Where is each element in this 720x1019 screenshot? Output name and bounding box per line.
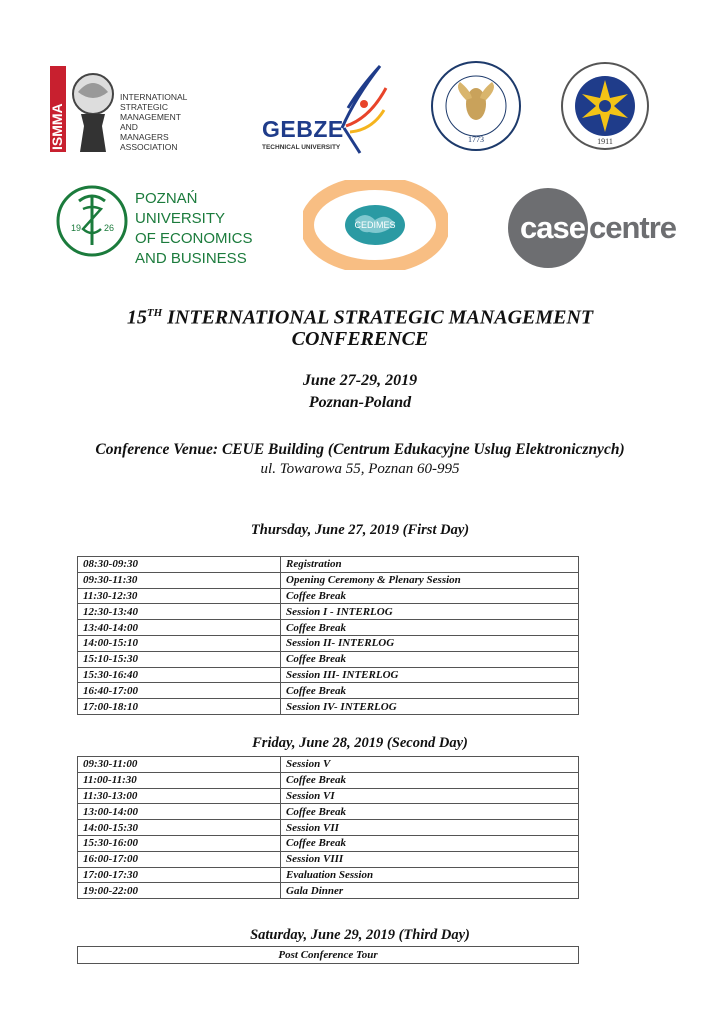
table-row [78,557,579,573]
time-cell: 09:30-11:30 [78,572,281,588]
day2-schedule-table [77,756,579,899]
event-cell: Session II- INTERLOG [281,635,579,651]
time-cell: 15:30-16:40 [78,667,281,683]
day1-schedule-table [77,556,579,715]
poznan-emblem [55,183,130,258]
casecentre-logo [508,188,677,268]
event-cell: Coffee Break [281,683,579,699]
poznan-logo [55,183,285,267]
casecentre-word-a: case [520,210,585,245]
table-row [78,635,579,651]
gebze-logo [260,58,395,156]
time-cell: 16:40-17:00 [78,683,281,699]
time-cell: 11:00-11:30 [78,772,281,788]
gebze-name: GEBZE [262,116,344,142]
time-cell: 11:30-12:30 [78,588,281,604]
time-cell: 12:30-13:40 [78,604,281,620]
ytu-logo [560,60,650,152]
table-row [78,757,579,773]
event-cell: Coffee Break [281,804,579,820]
table-row [78,788,579,804]
table-row [78,804,579,820]
time-cell: 09:30-11:00 [78,757,281,773]
event-cell: Session V [281,757,579,773]
event-cell: Coffee Break [281,651,579,667]
table-row [78,867,579,883]
event-cell: Session III- INTERLOG [281,667,579,683]
day2-heading: Friday, June 28, 2019 (Second Day) [252,735,468,751]
time-cell: 14:00-15:10 [78,635,281,651]
ismma-line-1: INTERNATIONAL [120,92,188,102]
table-row [78,588,579,604]
table-row [78,772,579,788]
table-row [78,620,579,636]
event-cell: Coffee Break [281,835,579,851]
day3-schedule-table [77,946,579,964]
event-cell: Registration [281,557,579,573]
svg-text:CEDIMES: CEDIMES [354,220,396,230]
event-cell: Coffee Break [281,772,579,788]
svg-text:1911: 1911 [597,137,613,146]
event-cell: Opening Ceremony & Plenary Session [281,572,579,588]
ismma-line-2: STRATEGIC [120,102,169,112]
svg-text:26: 26 [104,223,115,233]
table-row [78,820,579,836]
conference-dates: June 27-29, 2019 [302,372,418,389]
poznan-line-1: POZNAŃ UNIVERSITY [135,190,226,227]
casecentre-word-b: centre [588,210,677,245]
time-cell: 16:00-17:00 [78,851,281,867]
time-cell: 11:30-13:00 [78,788,281,804]
event-cell: Coffee Break [281,620,579,636]
day3-heading: Saturday, June 29, 2019 (Third Day) [250,927,470,943]
event-cell: Coffee Break [281,588,579,604]
conference-place: Poznan-Poland [308,394,412,411]
time-cell: 15:30-16:00 [78,835,281,851]
time-cell: 17:00-17:30 [78,867,281,883]
table-row [78,604,579,620]
ytu-seal [560,60,650,152]
ismma-logo [48,64,188,154]
svg-text:ISMMA: ISMMA [49,103,65,150]
itu-seal [430,60,522,152]
event-cell: Session IV- INTERLOG [281,699,579,715]
title-number: 15 [126,306,147,329]
table-row [78,835,579,851]
event-cell: Session VIII [281,851,579,867]
time-cell: 14:00-15:30 [78,820,281,836]
event-cell: Session VII [281,820,579,836]
time-cell: 15:10-15:30 [78,651,281,667]
poznan-line-3: AND BUSINESS [135,250,247,267]
table-row [78,651,579,667]
conference-title-line2: CONFERENCE [291,328,429,350]
day1-heading: Thursday, June 27, 2019 (First Day) [250,522,470,538]
event-cell: Session VI [281,788,579,804]
svg-text:1773: 1773 [468,135,484,144]
day3-item: Post Conference Tour [78,947,579,964]
time-cell: 19:00-22:00 [78,883,281,899]
table-row [78,851,579,867]
ismma-line-4: AND MANAGERS [120,122,169,142]
svg-text:19: 19 [71,223,82,233]
table-row [78,699,579,715]
table-row [78,883,579,899]
title-text: INTERNATIONAL STRATEGIC MANAGEMENT [162,306,594,329]
poznan-line-2: OF ECONOMICS [135,230,253,247]
gebze-sub: TECHNICAL UNIVERSITY [262,144,341,151]
event-cell: Session I - INTERLOG [281,604,579,620]
table-row [78,947,579,964]
table-row [78,667,579,683]
cedimes-logo [303,180,448,270]
time-cell: 17:00-18:10 [78,699,281,715]
cedimes-emblem [303,180,448,270]
table-row [78,683,579,699]
conference-venue: Conference Venue: CEUE Building (Centrum Edukacyjne Uslug Elektronicznych) [95,441,625,458]
event-cell: Gala Dinner [281,883,579,899]
itu-logo [430,60,522,152]
ismma-line-5: ASSOCIATION [120,142,178,152]
time-cell: 13:40-14:00 [78,620,281,636]
title-superscript: TH [146,307,163,319]
event-cell: Evaluation Session [281,867,579,883]
time-cell: 08:30-09:30 [78,557,281,573]
conference-address: ul. Towarowa 55, Poznan 60-995 [260,461,460,477]
table-row [78,572,579,588]
time-cell: 13:00-14:00 [78,804,281,820]
ismma-line-3: MANAGEMENT [120,112,181,122]
